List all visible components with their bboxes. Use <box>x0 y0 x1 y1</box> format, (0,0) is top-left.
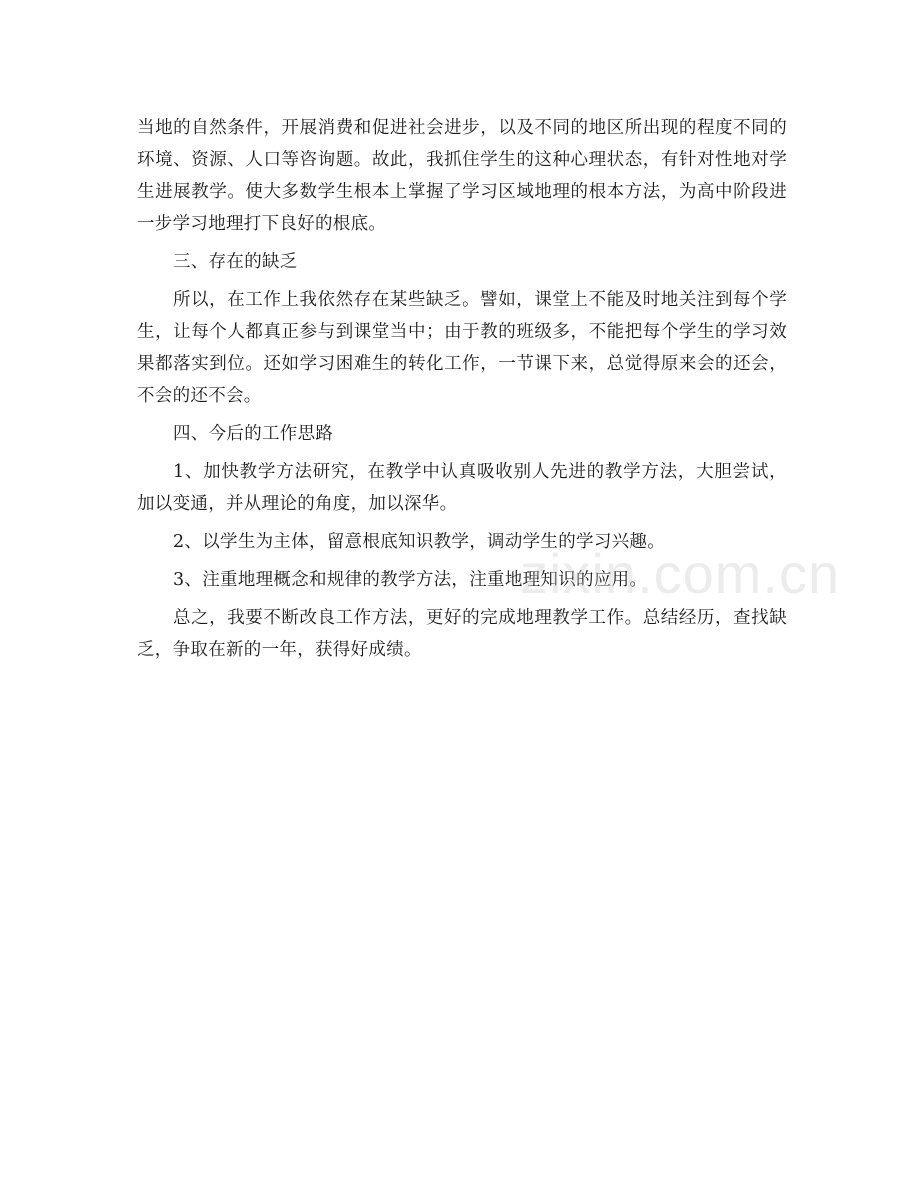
document-body <box>137 112 787 672</box>
list-item-2: 2、以学生为主体，留意根底知识教学，调动学生的学习兴趣。 <box>173 532 666 552</box>
section-heading-future-plan: 四、今后的工作思路 <box>173 424 334 444</box>
paragraph-shortcomings: 所以，在工作上我依然存在某些缺乏。譬如，课堂上不能及时地关注到每个学生，让每个人都真正参与到课堂当中；由于教的班级多，不能把每个学生的学习效果都落实到位。还如学习困难生的转化工作，一节课下来，总觉得原来会的还会，不会的还不会。 <box>137 290 787 406</box>
list-item-1: 1、加快教学方法研究，在教学中认真吸收别人先进的教学方法，大胆尝试，加以变通，并从理论的角度，加以深华。 <box>137 462 787 514</box>
list-item-3: 3、注重地理概念和规律的教学方法，注重地理知识的应用。 <box>173 570 648 590</box>
watermark: zixin.com.cn <box>520 542 841 605</box>
paragraph-continuation: 当地的自然条件，开展消费和促进社会进步，以及不同的地区所出现的程度不同的环境、资源、人口等咨询题。故此，我抓住学生的这种心理状态，有针对性地对学生进展教学。使大多数学生根本上掌握了学习区域地理的根本方法，为高中阶段进一步学习地理打下良好的根底。 <box>137 118 787 234</box>
section-heading-shortcomings: 三、存在的缺乏 <box>173 252 298 272</box>
paragraph-conclusion: 总之，我要不断改良工作方法，更好的完成地理教学工作。总结经历，查找缺乏，争取在新的一年，获得好成绩。 <box>137 608 787 660</box>
